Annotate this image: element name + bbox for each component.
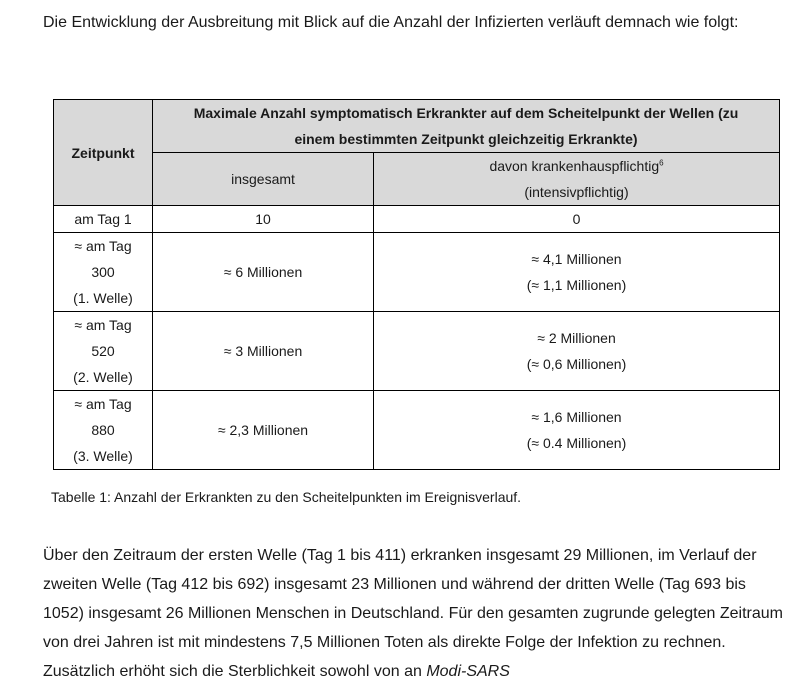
cell-total: 10	[153, 206, 374, 233]
cell-hospital: ≈ 4,1 Millionen (≈ 1,1 Millionen)	[374, 233, 780, 312]
footnote-marker: 6	[659, 158, 664, 168]
cell-hospital: ≈ 1,6 Millionen (≈ 0.4 Millionen)	[374, 391, 780, 470]
intro-text: Die Entwicklung der Ausbreitung mit Blick auf die Anzahl der Infizierten verläuft demnach wie folgt:	[43, 14, 739, 31]
table-row	[54, 391, 780, 470]
cell-time: ≈ am Tag 520 (2. Welle)	[54, 312, 153, 391]
table-row	[54, 312, 780, 391]
header-insgesamt: insgesamt	[153, 153, 374, 206]
header-max-cases	[153, 100, 780, 153]
cell-time: ≈ am Tag 300 (1. Welle)	[54, 233, 153, 312]
cell-time: ≈ am Tag 880 (3. Welle)	[54, 391, 153, 470]
paragraph-italic-term: Modi-SARS	[426, 663, 510, 680]
table-caption: Tabelle 1: Anzahl der Erkrankten zu den Scheitelpunkten im Ereignisverlauf.	[51, 489, 522, 505]
cell-total: ≈ 3 Millionen	[153, 312, 374, 391]
cell-total: ≈ 2,3 Millionen	[153, 391, 374, 470]
header-hospital	[374, 153, 780, 206]
infection-table	[53, 99, 780, 470]
paragraph-text: Über den Zeitraum der ersten Welle (Tag 1 bis 411) erkranken insgesamt 29 Millionen, im Verlauf der zweiten Welle (Tag 412 bis 692) insgesamt 23 Millionen und während der dritten Welle (Tag 693 bis 1052) insgesamt 26 Millionen Menschen in Deutschland. Für den gesamten zugrunde gelegten Zeitraum von drei Jahren ist mit mindestens 7,5 Millionen Toten als direkte Folge der Infektion zu rechnen. Zusätzlich erhöht sich die Sterblichkeit sowohl von an	[43, 547, 783, 680]
cell-hospital: 0	[374, 206, 780, 233]
table-row	[54, 233, 780, 312]
header-zeitpunkt: Zeitpunkt	[54, 100, 153, 206]
cell-total: ≈ 6 Millionen	[153, 233, 374, 312]
table-row	[54, 206, 780, 233]
header-hospital-line2: (intensivpflichtig)	[524, 184, 629, 200]
cell-hospital: ≈ 2 Millionen (≈ 0,6 Millionen)	[374, 312, 780, 391]
body-paragraph	[43, 541, 788, 686]
header-hospital-line1: davon krankenhauspflichtig$^6$	[489, 158, 664, 174]
cell-time: am Tag 1	[54, 206, 153, 233]
header-max-cases-line1: Maximale Anzahl symptomatisch Erkrankter auf dem Scheitelpunkt der Wellen (zu	[193, 105, 739, 121]
header-max-cases-line2: einem bestimmten Zeitpunkt gleichzeitig Erkrankte)	[294, 131, 638, 147]
